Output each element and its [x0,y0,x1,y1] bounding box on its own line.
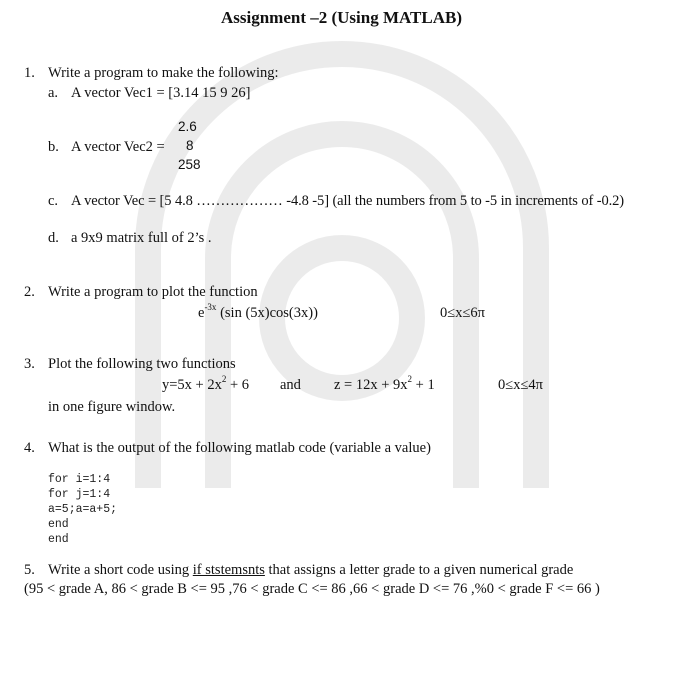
q1-c-text: A vector Vec = [5 4.8 ……………… -4.8 -5] (all the numbers from 5 to -5 in increments of -0.2) [71,193,625,209]
q1-d-text: a 9x9 matrix full of 2’s . [71,230,212,246]
code-line: a=5;a=a+5; [48,503,118,516]
code-line: end [48,533,69,546]
q4-number: 4. [24,440,35,456]
code-line: for j=1:4 [48,488,111,501]
q5-text: Write a short code using if ststemsnts that assigns a letter grade to a given numerical grade [48,562,574,578]
code-line: end [48,518,69,531]
q1-c-letter: c. [48,193,59,209]
q1-a-letter: a. [48,85,59,101]
code-line: for i=1:4 [48,473,111,486]
q1-number: 1. [24,65,35,81]
q1-a-text: A vector Vec1 = [3.14 15 9 26] [71,85,251,101]
q1-b-letter: b. [48,139,59,155]
q4-text: What is the output of the following matlab code (variable a value) [48,440,431,456]
q3-text: Plot the following two functions [48,356,236,372]
q2-text: Write a program to plot the function [48,284,258,300]
q1-d-letter: d. [48,230,59,246]
page-title: Assignment –2 (Using MATLAB) [220,8,462,27]
q2-range: 0≤x≤6π [440,305,485,321]
q3-tail: in one figure window. [48,399,176,415]
q2-function: $e^{-3x}$ (sin (5x)cos(3x)) [198,302,318,321]
q2-number: 2. [24,284,35,300]
q3-number: 3. [24,356,35,372]
q3-and: and [280,377,301,393]
q3-y-function: $y=5x + 2x^2 + 6$ [162,374,250,393]
q5-number: 5. [24,562,35,578]
vec2-value-1: 2.6 [178,119,197,134]
vec2-value-3: 258 [178,157,201,172]
q3-range: 0≤x≤4π [498,377,543,393]
q1-text: Write a program to make the following: [48,65,279,81]
q3-z-function: $z = 12x + 9x^2 + 1$ [334,374,435,393]
q1-b-text: A vector Vec2 = [71,139,165,155]
vec2-value-2: 8 [186,138,194,153]
q5-grade-ranges: (95 < grade A, 86 < grade B <= 95 ,76 < grade C <= 86 ,66 < grade D <= 76 ,%0 < grade F <= 66 ) [24,581,600,597]
